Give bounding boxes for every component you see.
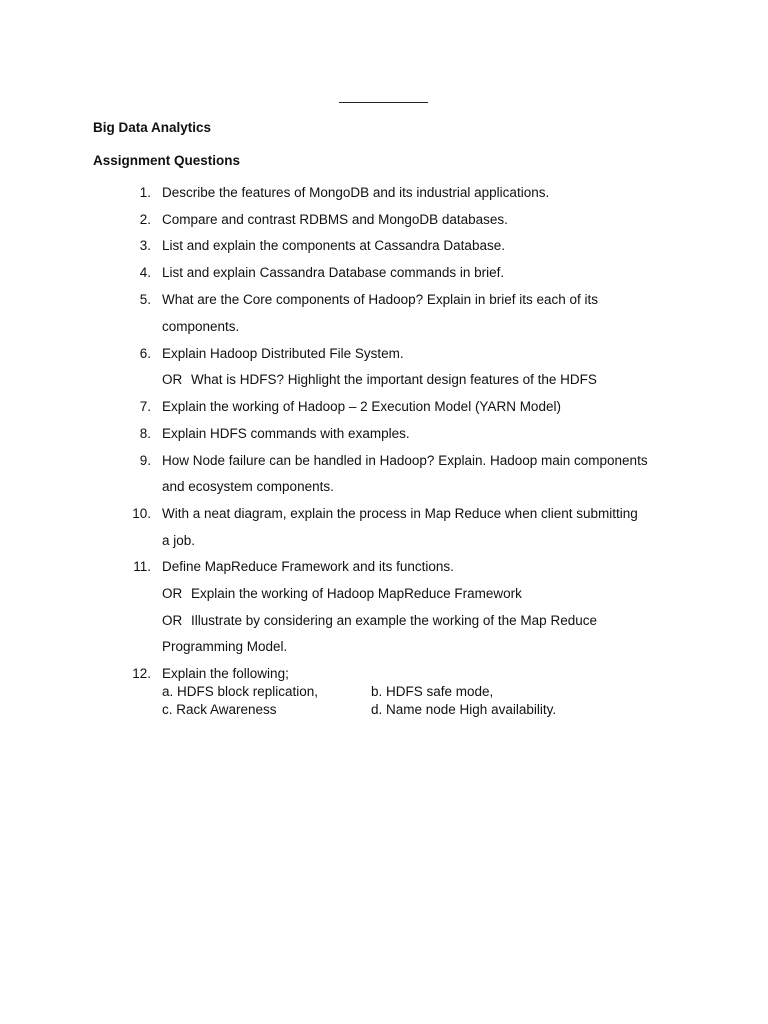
question-number: 11. [133, 559, 151, 574]
question-11-alternative-2 [0, 611, 768, 631]
question-5-continuation [0, 317, 768, 337]
question-9-continuation [0, 477, 768, 497]
question-text: Explain the working of Hadoop – 2 Execution Model (YARN Model) [162, 399, 561, 414]
question-number: 4. [139, 265, 151, 280]
question-10 [0, 504, 768, 524]
assignment-heading: Assignment Questions [93, 153, 241, 168]
question-12-subitems-row-2 [0, 700, 768, 720]
question-10-continuation [0, 531, 768, 551]
or-label: OR [162, 372, 183, 387]
subject-title: Big Data Analytics [93, 120, 212, 135]
question-number: 3. [139, 238, 151, 253]
question-4 [0, 263, 768, 283]
question-text: Explain HDFS commands with examples. [162, 426, 410, 441]
question-number: 10. [132, 506, 151, 521]
question-text: Describe the features of MongoDB and its industrial applications. [162, 185, 550, 200]
question-number: 9. [139, 453, 151, 468]
question-2 [0, 210, 768, 230]
question-text: components. [162, 319, 240, 334]
question-text: Explain Hadoop Distributed File System. [162, 346, 404, 361]
question-7 [0, 397, 768, 417]
or-label: OR [162, 586, 183, 601]
question-number: 1. [139, 185, 151, 200]
question-11-alternative-1 [0, 584, 768, 604]
question-number: 2. [139, 212, 151, 227]
question-text: Compare and contrast RDBMS and MongoDB databases. [162, 212, 508, 227]
question-text: Programming Model. [162, 639, 288, 654]
question-1 [0, 183, 768, 203]
alternative-text: Explain the working of Hadoop MapReduce Framework [191, 586, 522, 601]
alternative-text: What is HDFS? Highlight the important design features of the HDFS [191, 372, 597, 387]
or-label: OR [162, 613, 183, 628]
subitem-a: a. HDFS block replication, [162, 684, 319, 699]
subitem-c: c. Rack Awareness [162, 702, 277, 717]
question-text: How Node failure can be handled in Hadoop? Explain. Hadoop main components [162, 453, 648, 468]
question-6 [0, 344, 768, 364]
question-text: and ecosystem components. [162, 479, 334, 494]
question-number: 6. [139, 346, 151, 361]
question-text: With a neat diagram, explain the process in Map Reduce when client submitting [162, 506, 638, 521]
question-text: a job. [162, 533, 196, 548]
question-8 [0, 424, 768, 444]
question-number: 12. [132, 666, 151, 681]
question-number: 5. [139, 292, 151, 307]
question-11-continuation [0, 637, 768, 657]
question-text: List and explain the components at Cassandra Database. [162, 238, 505, 253]
question-5 [0, 290, 768, 310]
question-text: What are the Core components of Hadoop? Explain in brief its each of its [162, 292, 598, 307]
top-rule [339, 102, 428, 103]
question-3 [0, 236, 768, 256]
question-9 [0, 451, 768, 471]
alternative-text: Illustrate by considering an example the working of the Map Reduce [191, 613, 597, 628]
question-text: Define MapReduce Framework and its functions. [162, 559, 454, 574]
question-text: Explain the following; [162, 666, 289, 681]
question-11 [0, 557, 768, 577]
question-number: 8. [139, 426, 151, 441]
subitem-d: d. Name node High availability. [371, 702, 557, 717]
subitem-b: b. HDFS safe mode, [371, 684, 494, 699]
question-number: 7. [139, 399, 151, 414]
question-6-alternative [0, 370, 768, 390]
question-12 [0, 664, 768, 684]
question-text: List and explain Cassandra Database commands in brief. [162, 265, 505, 280]
question-12-subitems-row-1 [0, 682, 768, 702]
